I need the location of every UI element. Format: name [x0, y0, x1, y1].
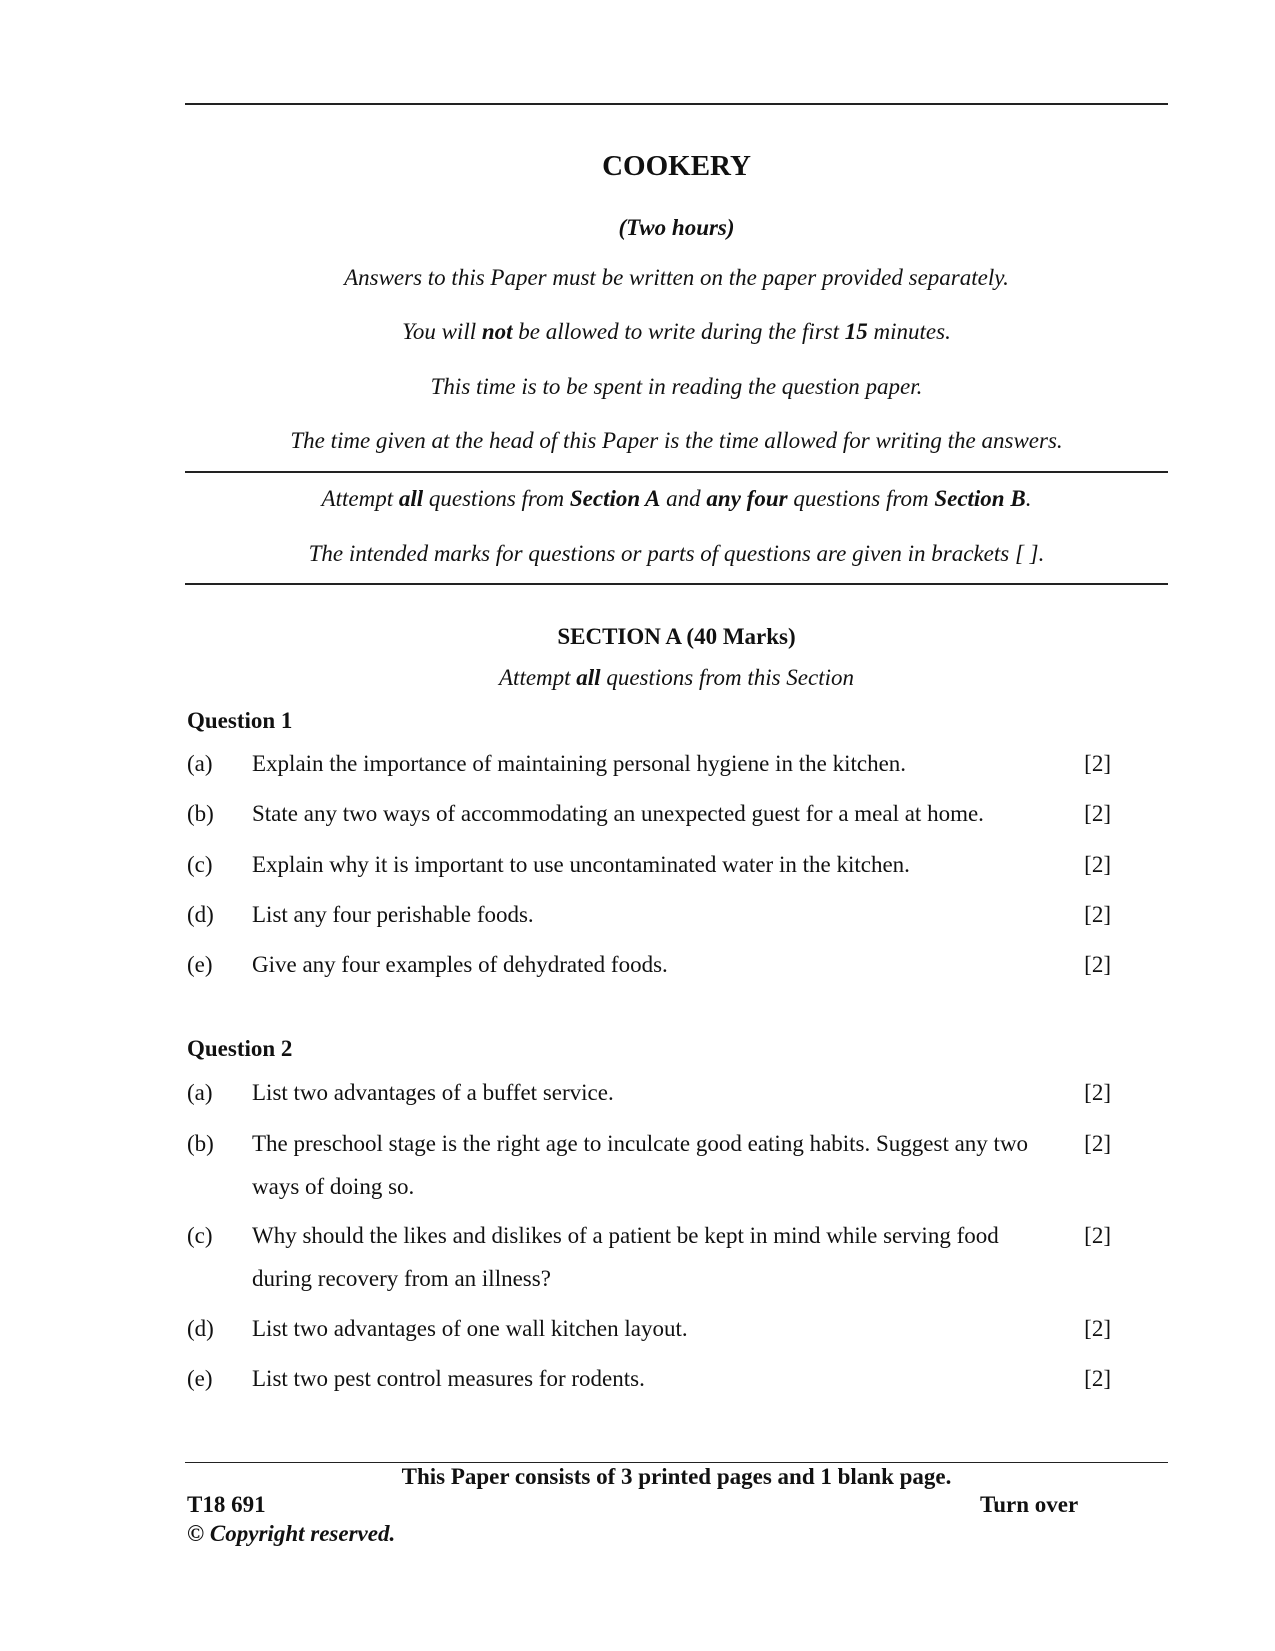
part-label: (d): [187, 1316, 214, 1341]
part-label: (c): [187, 852, 213, 877]
part-label: (e): [187, 1366, 213, 1391]
part-marks: [2]: [1084, 1316, 1111, 1341]
paper-title: COOKERY: [602, 150, 751, 182]
part-text: State any two ways of accommodating an unexpected guest for a meal at home.: [252, 801, 984, 826]
part-label: (b): [187, 1131, 214, 1156]
part-text: List two advantages of one wall kitchen layout.: [252, 1316, 688, 1341]
part-text: List two advantages of a buffet service.: [252, 1080, 614, 1105]
part-text: List any four perishable foods.: [252, 902, 534, 927]
marks-note: The intended marks for questions or parts of questions are given in brackets [ ].: [308, 541, 1045, 566]
part-marks: [2]: [1084, 751, 1111, 776]
attempt-instruction: Attempt all questions from Section A and any four questions from Section B.: [321, 486, 1032, 511]
instruction-4: The time given at the head of this Paper is the time allowed for writing the answers.: [290, 428, 1063, 453]
footer-rule: [185, 1462, 1168, 1463]
part-text: Why should the likes and dislikes of a patient be kept in mind while serving food during recovery from an illness?: [252, 1223, 999, 1291]
part-label: (d): [187, 902, 214, 927]
instruction-2: You will not be allowed to write during the first 15 minutes.: [402, 319, 951, 344]
part-label: (a): [187, 1080, 213, 1105]
instruction-1: Answers to this Paper must be written on the paper provided separately.: [344, 265, 1009, 290]
part-marks: [2]: [1084, 1080, 1111, 1105]
part-text: The preschool stage is the right age to inculcate good eating habits. Suggest any two ways of doing so.: [252, 1131, 1029, 1199]
part-text: Explain the importance of maintaining personal hygiene in the kitchen.: [252, 751, 907, 776]
part-text: Explain why it is important to use uncontaminated water in the kitchen.: [252, 852, 910, 877]
part-marks: [2]: [1084, 1131, 1111, 1156]
part-label: (e): [187, 952, 213, 977]
part-marks: [2]: [1084, 1223, 1111, 1248]
paper-code: T18 691: [187, 1492, 266, 1517]
part-marks: [2]: [1084, 1366, 1111, 1391]
instruction-3: This time is to be spent in reading the question paper.: [430, 374, 923, 399]
part-text: List two pest control measures for rodents.: [252, 1366, 645, 1391]
section-a-title: SECTION A (40 Marks): [557, 624, 796, 649]
pages-note: This Paper consists of 3 printed pages and 1 blank page.: [401, 1464, 952, 1489]
question-2-heading: Question 2: [187, 1036, 293, 1061]
paper-duration: (Two hours): [618, 215, 735, 240]
part-marks: [2]: [1084, 852, 1111, 877]
part-marks: [2]: [1084, 902, 1111, 927]
instructions-rule: [185, 471, 1168, 473]
part-marks: [2]: [1084, 952, 1111, 977]
part-label: (b): [187, 801, 214, 826]
part-text: Give any four examples of dehydrated foods.: [252, 952, 668, 977]
turn-over: Turn over: [980, 1492, 1079, 1517]
question-1-heading: Question 1: [187, 708, 293, 733]
section-rule: [185, 583, 1168, 585]
part-label: (a): [187, 751, 213, 776]
part-marks: [2]: [1084, 801, 1111, 826]
section-a-subtitle: Attempt all questions from this Section: [499, 665, 854, 690]
copyright-note: © Copyright reserved.: [187, 1521, 396, 1546]
part-label: (c): [187, 1223, 213, 1248]
top-rule: [185, 103, 1168, 105]
